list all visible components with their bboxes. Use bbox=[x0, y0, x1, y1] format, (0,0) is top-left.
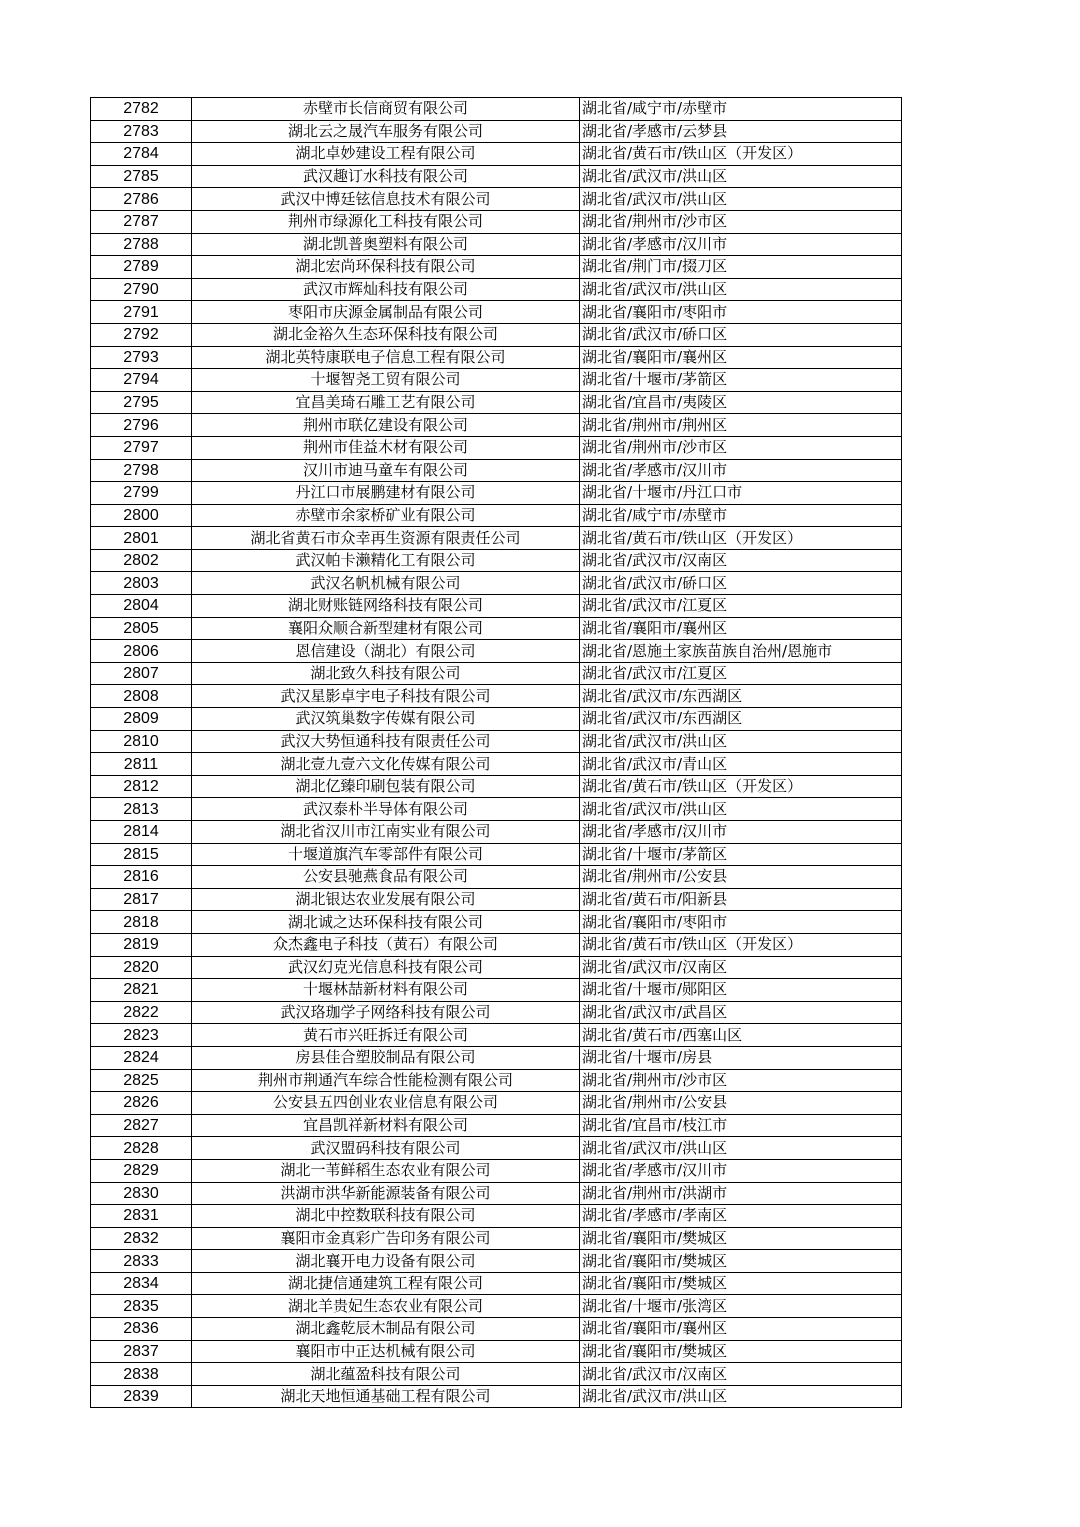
region: 湖北省/武汉市/江夏区 bbox=[580, 595, 902, 618]
row-number: 2826 bbox=[91, 1092, 192, 1115]
region: 湖北省/孝感市/汉川市 bbox=[580, 459, 902, 482]
region: 湖北省/孝感市/云梦县 bbox=[580, 120, 902, 143]
table-row bbox=[91, 391, 902, 414]
table-row bbox=[91, 821, 902, 844]
company-name: 公安县驰燕食品有限公司 bbox=[192, 866, 580, 889]
region: 湖北省/黄石市/铁山区（开发区） bbox=[580, 143, 902, 166]
region: 湖北省/恩施土家族苗族自治州/恩施市 bbox=[580, 640, 902, 663]
company-name: 武汉趣订水科技有限公司 bbox=[192, 165, 580, 188]
table-row bbox=[91, 482, 902, 505]
table-row bbox=[91, 1024, 902, 1047]
table-row bbox=[91, 1114, 902, 1137]
company-name: 襄阳众顺合新型建材有限公司 bbox=[192, 617, 580, 640]
table-row bbox=[91, 436, 902, 459]
company-name: 赤壁市长信商贸有限公司 bbox=[192, 98, 580, 121]
company-name: 赤壁市余家桥矿业有限公司 bbox=[192, 504, 580, 527]
row-number: 2793 bbox=[91, 346, 192, 369]
region: 湖北省/武汉市/洪山区 bbox=[580, 278, 902, 301]
region: 湖北省/黄石市/铁山区（开发区） bbox=[580, 527, 902, 550]
company-name: 丹江口市展鹏建材有限公司 bbox=[192, 482, 580, 505]
table-row bbox=[91, 572, 902, 595]
region: 湖北省/黄石市/铁山区（开发区） bbox=[580, 775, 902, 798]
table-row bbox=[91, 143, 902, 166]
row-number: 2782 bbox=[91, 98, 192, 121]
region: 湖北省/襄阳市/樊城区 bbox=[580, 1272, 902, 1295]
company-name: 十堰林喆新材料有限公司 bbox=[192, 979, 580, 1002]
row-number: 2814 bbox=[91, 821, 192, 844]
company-name: 湖北财账链网络科技有限公司 bbox=[192, 595, 580, 618]
region: 湖北省/宜昌市/枝江市 bbox=[580, 1114, 902, 1137]
region: 湖北省/武汉市/硚口区 bbox=[580, 572, 902, 595]
region: 湖北省/荆州市/沙市区 bbox=[580, 436, 902, 459]
company-name: 武汉幻克光信息科技有限公司 bbox=[192, 956, 580, 979]
row-number: 2796 bbox=[91, 414, 192, 437]
company-name: 湖北中控数联科技有限公司 bbox=[192, 1205, 580, 1228]
region: 湖北省/武汉市/东西湖区 bbox=[580, 685, 902, 708]
table-row bbox=[91, 323, 902, 346]
region: 湖北省/武汉市/青山区 bbox=[580, 753, 902, 776]
row-number: 2804 bbox=[91, 595, 192, 618]
table-body bbox=[91, 98, 902, 1408]
table-row bbox=[91, 662, 902, 685]
region: 湖北省/襄阳市/樊城区 bbox=[580, 1227, 902, 1250]
region: 湖北省/孝感市/汉川市 bbox=[580, 821, 902, 844]
row-number: 2831 bbox=[91, 1205, 192, 1228]
region: 湖北省/荆州市/公安县 bbox=[580, 866, 902, 889]
row-number: 2818 bbox=[91, 911, 192, 934]
table-row bbox=[91, 414, 902, 437]
company-name: 湖北鑫乾辰木制品有限公司 bbox=[192, 1318, 580, 1341]
row-number: 2837 bbox=[91, 1340, 192, 1363]
row-number: 2834 bbox=[91, 1272, 192, 1295]
company-name: 湖北天地恒通基础工程有限公司 bbox=[192, 1385, 580, 1408]
company-name: 荆州市荆通汽车综合性能检测有限公司 bbox=[192, 1069, 580, 1092]
row-number: 2816 bbox=[91, 866, 192, 889]
row-number: 2825 bbox=[91, 1069, 192, 1092]
company-name: 湖北英特康联电子信息工程有限公司 bbox=[192, 346, 580, 369]
company-name: 武汉大势恒通科技有限责任公司 bbox=[192, 730, 580, 753]
region: 湖北省/孝感市/汉川市 bbox=[580, 1159, 902, 1182]
table-row bbox=[91, 843, 902, 866]
region: 湖北省/襄阳市/襄州区 bbox=[580, 346, 902, 369]
row-number: 2815 bbox=[91, 843, 192, 866]
company-name: 湖北诚之达环保科技有限公司 bbox=[192, 911, 580, 934]
company-name: 湖北卓妙建设工程有限公司 bbox=[192, 143, 580, 166]
company-name: 黄石市兴旺拆迁有限公司 bbox=[192, 1024, 580, 1047]
region: 湖北省/武汉市/洪山区 bbox=[580, 188, 902, 211]
region: 湖北省/襄阳市/樊城区 bbox=[580, 1340, 902, 1363]
row-number: 2801 bbox=[91, 527, 192, 550]
table-row bbox=[91, 1205, 902, 1228]
region: 湖北省/十堰市/郧阳区 bbox=[580, 979, 902, 1002]
row-number: 2821 bbox=[91, 979, 192, 1002]
company-name: 众杰鑫电子科技（黄石）有限公司 bbox=[192, 933, 580, 956]
region: 湖北省/武汉市/武昌区 bbox=[580, 1001, 902, 1024]
region: 湖北省/武汉市/江夏区 bbox=[580, 662, 902, 685]
table-row bbox=[91, 98, 902, 121]
company-name: 荆州市联亿建设有限公司 bbox=[192, 414, 580, 437]
row-number: 2789 bbox=[91, 256, 192, 279]
region: 湖北省/荆州市/沙市区 bbox=[580, 1069, 902, 1092]
company-name: 湖北金裕久生态环保科技有限公司 bbox=[192, 323, 580, 346]
region: 湖北省/黄石市/阳新县 bbox=[580, 888, 902, 911]
table-row bbox=[91, 1363, 902, 1386]
company-name: 湖北省汉川市江南实业有限公司 bbox=[192, 821, 580, 844]
region: 湖北省/咸宁市/赤壁市 bbox=[580, 504, 902, 527]
region: 湖北省/襄阳市/襄州区 bbox=[580, 1318, 902, 1341]
company-name: 武汉星影卓宇电子科技有限公司 bbox=[192, 685, 580, 708]
region: 湖北省/武汉市/洪山区 bbox=[580, 1385, 902, 1408]
region: 湖北省/宜昌市/夷陵区 bbox=[580, 391, 902, 414]
region: 湖北省/荆州市/荆州区 bbox=[580, 414, 902, 437]
company-name: 武汉帕卡濑精化工有限公司 bbox=[192, 549, 580, 572]
company-name: 湖北省黄石市众幸再生资源有限责任公司 bbox=[192, 527, 580, 550]
row-number: 2788 bbox=[91, 233, 192, 256]
row-number: 2839 bbox=[91, 1385, 192, 1408]
table-row bbox=[91, 1250, 902, 1273]
row-number: 2830 bbox=[91, 1182, 192, 1205]
row-number: 2810 bbox=[91, 730, 192, 753]
table-row bbox=[91, 956, 902, 979]
company-name: 宜昌凯祥新材料有限公司 bbox=[192, 1114, 580, 1137]
table-row bbox=[91, 1069, 902, 1092]
table-row bbox=[91, 346, 902, 369]
region: 湖北省/武汉市/硚口区 bbox=[580, 323, 902, 346]
region: 湖北省/武汉市/洪山区 bbox=[580, 730, 902, 753]
row-number: 2795 bbox=[91, 391, 192, 414]
company-name: 湖北羊贵妃生态农业有限公司 bbox=[192, 1295, 580, 1318]
table-row bbox=[91, 1340, 902, 1363]
row-number: 2792 bbox=[91, 323, 192, 346]
table-row bbox=[91, 233, 902, 256]
table-row bbox=[91, 617, 902, 640]
company-name: 十堰道旗汽车零部件有限公司 bbox=[192, 843, 580, 866]
company-name: 宜昌美琦石雕工艺有限公司 bbox=[192, 391, 580, 414]
row-number: 2829 bbox=[91, 1159, 192, 1182]
company-name: 枣阳市庆源金属制品有限公司 bbox=[192, 301, 580, 324]
row-number: 2803 bbox=[91, 572, 192, 595]
table-row bbox=[91, 775, 902, 798]
region: 湖北省/黄石市/西塞山区 bbox=[580, 1024, 902, 1047]
table-row bbox=[91, 911, 902, 934]
table-row bbox=[91, 1001, 902, 1024]
row-number: 2807 bbox=[91, 662, 192, 685]
table-row bbox=[91, 256, 902, 279]
table-row bbox=[91, 1272, 902, 1295]
table-row bbox=[91, 708, 902, 731]
company-name: 武汉市辉灿科技有限公司 bbox=[192, 278, 580, 301]
row-number: 2800 bbox=[91, 504, 192, 527]
region: 湖北省/武汉市/洪山区 bbox=[580, 1137, 902, 1160]
row-number: 2783 bbox=[91, 120, 192, 143]
table-row bbox=[91, 1092, 902, 1115]
region: 湖北省/荆州市/洪湖市 bbox=[580, 1182, 902, 1205]
company-name: 武汉中博廷铉信息技术有限公司 bbox=[192, 188, 580, 211]
company-name: 武汉盟码科技有限公司 bbox=[192, 1137, 580, 1160]
table-row bbox=[91, 685, 902, 708]
company-name: 汉川市迪马童车有限公司 bbox=[192, 459, 580, 482]
region: 湖北省/武汉市/东西湖区 bbox=[580, 708, 902, 731]
row-number: 2828 bbox=[91, 1137, 192, 1160]
region: 湖北省/孝感市/孝南区 bbox=[580, 1205, 902, 1228]
row-number: 2836 bbox=[91, 1318, 192, 1341]
region: 湖北省/咸宁市/赤壁市 bbox=[580, 98, 902, 121]
company-name: 湖北蕴盈科技有限公司 bbox=[192, 1363, 580, 1386]
row-number: 2833 bbox=[91, 1250, 192, 1273]
region: 湖北省/十堰市/房县 bbox=[580, 1046, 902, 1069]
region: 湖北省/荆州市/公安县 bbox=[580, 1092, 902, 1115]
row-number: 2785 bbox=[91, 165, 192, 188]
row-number: 2798 bbox=[91, 459, 192, 482]
row-number: 2784 bbox=[91, 143, 192, 166]
region: 湖北省/襄阳市/襄州区 bbox=[580, 617, 902, 640]
company-name: 湖北壹九壹六文化传媒有限公司 bbox=[192, 753, 580, 776]
company-name: 洪湖市洪华新能源装备有限公司 bbox=[192, 1182, 580, 1205]
table-row bbox=[91, 933, 902, 956]
row-number: 2819 bbox=[91, 933, 192, 956]
table-row bbox=[91, 1137, 902, 1160]
region: 湖北省/武汉市/洪山区 bbox=[580, 165, 902, 188]
region: 湖北省/十堰市/茅箭区 bbox=[580, 369, 902, 392]
company-name: 武汉泰朴半导体有限公司 bbox=[192, 798, 580, 821]
company-name: 襄阳市金真彩广告印务有限公司 bbox=[192, 1227, 580, 1250]
company-name: 湖北宏尚环保科技有限公司 bbox=[192, 256, 580, 279]
region: 湖北省/武汉市/汉南区 bbox=[580, 956, 902, 979]
row-number: 2809 bbox=[91, 708, 192, 731]
region: 湖北省/孝感市/汉川市 bbox=[580, 233, 902, 256]
row-number: 2799 bbox=[91, 482, 192, 505]
table-row bbox=[91, 459, 902, 482]
table-row bbox=[91, 301, 902, 324]
region: 湖北省/武汉市/汉南区 bbox=[580, 1363, 902, 1386]
company-name: 公安县五四创业农业信息有限公司 bbox=[192, 1092, 580, 1115]
row-number: 2822 bbox=[91, 1001, 192, 1024]
row-number: 2787 bbox=[91, 210, 192, 233]
table-row bbox=[91, 527, 902, 550]
row-number: 2786 bbox=[91, 188, 192, 211]
region: 湖北省/十堰市/茅箭区 bbox=[580, 843, 902, 866]
table-row bbox=[91, 1182, 902, 1205]
company-name: 恩信建设（湖北）有限公司 bbox=[192, 640, 580, 663]
company-name: 荆州市绿源化工科技有限公司 bbox=[192, 210, 580, 233]
table-row bbox=[91, 1159, 902, 1182]
region: 湖北省/襄阳市/枣阳市 bbox=[580, 301, 902, 324]
table-row bbox=[91, 369, 902, 392]
row-number: 2808 bbox=[91, 685, 192, 708]
table-row bbox=[91, 504, 902, 527]
row-number: 2817 bbox=[91, 888, 192, 911]
row-number: 2806 bbox=[91, 640, 192, 663]
company-name: 荆州市佳益木材有限公司 bbox=[192, 436, 580, 459]
company-name: 武汉筑巢数字传媒有限公司 bbox=[192, 708, 580, 731]
table-row bbox=[91, 798, 902, 821]
company-name: 湖北银达农业发展有限公司 bbox=[192, 888, 580, 911]
row-number: 2827 bbox=[91, 1114, 192, 1137]
table-row bbox=[91, 595, 902, 618]
table-row bbox=[91, 1318, 902, 1341]
row-number: 2813 bbox=[91, 798, 192, 821]
table-row bbox=[91, 549, 902, 572]
company-name: 湖北致久科技有限公司 bbox=[192, 662, 580, 685]
company-name: 湖北一苇鲜稻生态农业有限公司 bbox=[192, 1159, 580, 1182]
row-number: 2811 bbox=[91, 753, 192, 776]
company-table bbox=[90, 97, 902, 1408]
row-number: 2812 bbox=[91, 775, 192, 798]
table-row bbox=[91, 1227, 902, 1250]
table-row bbox=[91, 1046, 902, 1069]
row-number: 2794 bbox=[91, 369, 192, 392]
table-row bbox=[91, 730, 902, 753]
company-name: 湖北捷信通建筑工程有限公司 bbox=[192, 1272, 580, 1295]
table-row bbox=[91, 120, 902, 143]
region: 湖北省/十堰市/丹江口市 bbox=[580, 482, 902, 505]
company-name: 湖北襄开电力设备有限公司 bbox=[192, 1250, 580, 1273]
region: 湖北省/十堰市/张湾区 bbox=[580, 1295, 902, 1318]
region: 湖北省/荆门市/掇刀区 bbox=[580, 256, 902, 279]
row-number: 2790 bbox=[91, 278, 192, 301]
table-row bbox=[91, 1295, 902, 1318]
company-name: 襄阳市中正达机械有限公司 bbox=[192, 1340, 580, 1363]
region: 湖北省/襄阳市/枣阳市 bbox=[580, 911, 902, 934]
company-name: 武汉名帆机械有限公司 bbox=[192, 572, 580, 595]
company-name: 房县佳合塑胶制品有限公司 bbox=[192, 1046, 580, 1069]
company-name: 湖北云之晟汽车服务有限公司 bbox=[192, 120, 580, 143]
table-row bbox=[91, 188, 902, 211]
table-row bbox=[91, 278, 902, 301]
row-number: 2835 bbox=[91, 1295, 192, 1318]
region: 湖北省/襄阳市/樊城区 bbox=[580, 1250, 902, 1273]
company-name: 湖北亿臻印刷包装有限公司 bbox=[192, 775, 580, 798]
row-number: 2791 bbox=[91, 301, 192, 324]
row-number: 2824 bbox=[91, 1046, 192, 1069]
table-row bbox=[91, 979, 902, 1002]
table-row bbox=[91, 753, 902, 776]
row-number: 2802 bbox=[91, 549, 192, 572]
table-row bbox=[91, 640, 902, 663]
company-name: 十堰智尧工贸有限公司 bbox=[192, 369, 580, 392]
row-number: 2797 bbox=[91, 436, 192, 459]
row-number: 2823 bbox=[91, 1024, 192, 1047]
table-row bbox=[91, 866, 902, 889]
table-row bbox=[91, 1385, 902, 1408]
company-name: 湖北凯普奥塑料有限公司 bbox=[192, 233, 580, 256]
company-name: 武汉珞珈学子网络科技有限公司 bbox=[192, 1001, 580, 1024]
table-row bbox=[91, 210, 902, 233]
region: 湖北省/荆州市/沙市区 bbox=[580, 210, 902, 233]
region: 湖北省/武汉市/汉南区 bbox=[580, 549, 902, 572]
table-row bbox=[91, 888, 902, 911]
region: 湖北省/黄石市/铁山区（开发区） bbox=[580, 933, 902, 956]
table-row bbox=[91, 165, 902, 188]
row-number: 2838 bbox=[91, 1363, 192, 1386]
row-number: 2820 bbox=[91, 956, 192, 979]
row-number: 2805 bbox=[91, 617, 192, 640]
row-number: 2832 bbox=[91, 1227, 192, 1250]
region: 湖北省/武汉市/洪山区 bbox=[580, 798, 902, 821]
